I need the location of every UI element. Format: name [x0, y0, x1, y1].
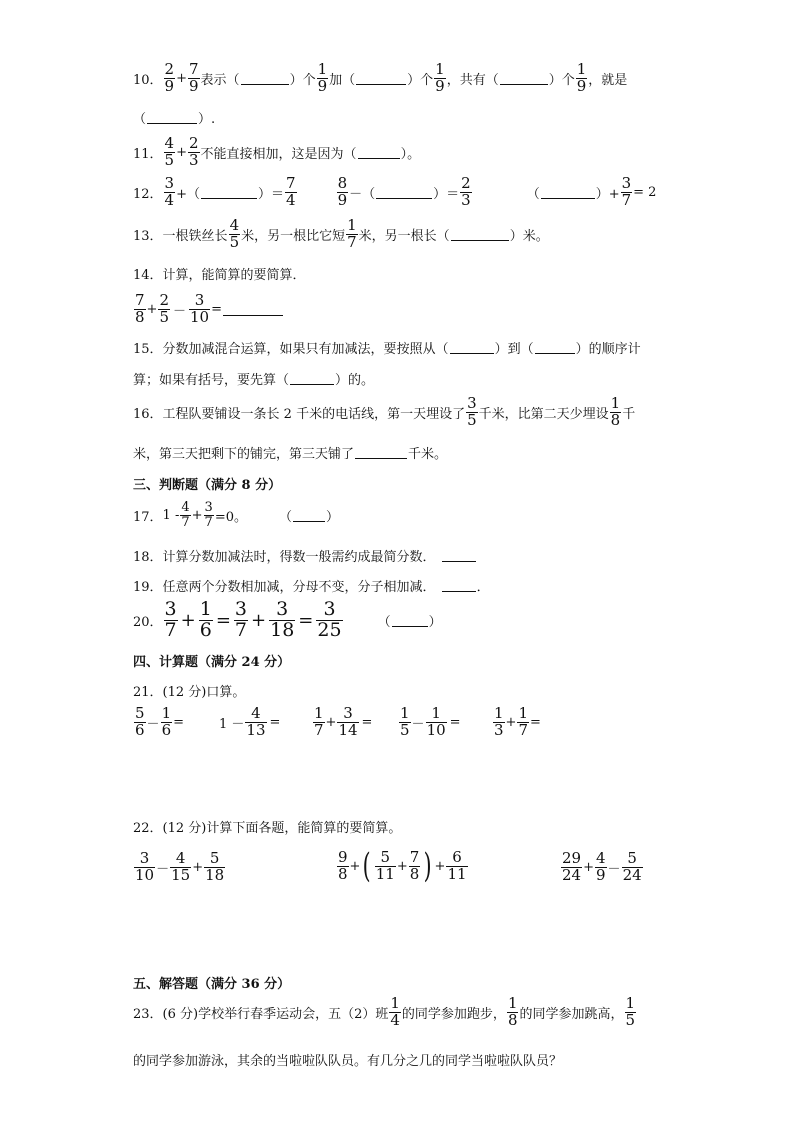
fraction: 1 8	[610, 394, 621, 429]
text: (12 分)计算下面各题，能简算的要简算。	[162, 821, 402, 836]
section-4-heading: 四、计算题（满分 24 分）	[133, 655, 291, 670]
question-number: 20．	[133, 614, 163, 630]
equals-sign: =	[449, 714, 461, 730]
text: 米，第三天把剩下的铺完，第三天铺了	[133, 447, 355, 462]
question-14-expression	[133, 293, 284, 326]
text: ，共有（	[446, 72, 499, 88]
text: 千	[622, 406, 636, 422]
fraction: $\frac{3}{18}$	[270, 598, 295, 641]
fraction: 4 15	[171, 849, 191, 884]
text: 米，另一根长（	[358, 228, 450, 244]
text: ）米。	[509, 228, 549, 244]
fraction: 1 8	[507, 994, 518, 1029]
text: ）个	[407, 72, 434, 88]
q22-expression-2	[336, 846, 469, 886]
fraction: $\frac{4}{13}$	[246, 704, 266, 739]
fraction: $\frac{2}{5}$	[159, 291, 169, 326]
question-18	[133, 546, 477, 565]
question-13	[133, 218, 549, 251]
text: ）的。	[335, 373, 375, 388]
fraction: 3 4	[164, 174, 175, 209]
answer-blank[interactable]	[223, 303, 283, 316]
equals-sign: =	[211, 301, 223, 317]
text: 的同学参加游泳，其余的当啦啦队队员。有几分之几的同学当啦啦队队员？	[133, 1054, 563, 1069]
fraction: 2 9	[164, 60, 175, 95]
fraction: $\frac{1}{6}$	[161, 704, 172, 739]
question-number: 19．	[133, 580, 163, 595]
minus-sign: －	[607, 861, 621, 877]
q21-expression-5	[492, 706, 541, 739]
answer-blank[interactable]	[500, 72, 548, 85]
question-14-title	[133, 264, 306, 283]
fraction: 1 5	[400, 704, 410, 739]
text: 分数加减混合运算，如果只有加减法，要按照从（	[162, 342, 449, 357]
text: 米，另一根比它短	[241, 228, 346, 244]
fraction: 1 9	[317, 60, 328, 95]
plus-sign: +	[583, 859, 594, 875]
text: 1 -	[162, 507, 180, 523]
fraction: 7 4	[286, 174, 296, 209]
question-number: 13．	[133, 228, 163, 244]
text: ）＝	[258, 186, 285, 202]
text: ．	[476, 580, 490, 595]
plus-sign: +	[146, 301, 158, 317]
question-15-line2	[133, 369, 374, 388]
plus-sign: +	[396, 858, 408, 874]
text: （	[278, 509, 292, 525]
answer-blank[interactable]	[376, 186, 432, 199]
minus-sign: －	[156, 861, 170, 877]
fraction: 1 3	[494, 704, 504, 739]
fraction: 1 7	[314, 704, 324, 739]
answer-blank[interactable]	[442, 549, 476, 562]
question-number: 23．	[133, 1006, 163, 1022]
q21-expression-3	[312, 706, 374, 739]
plus-sign: +	[349, 858, 361, 874]
fraction: 5 24	[622, 849, 642, 884]
q21-expression-2	[219, 706, 282, 739]
text: ）到（	[494, 342, 534, 357]
fraction: 5 11	[375, 847, 395, 883]
text: (12 分)口算。	[162, 685, 246, 700]
text: 千米。	[408, 447, 448, 462]
answer-blank[interactable]	[358, 146, 400, 159]
text: ）+	[595, 186, 620, 202]
fraction: 2 3	[461, 174, 471, 209]
fraction: 1 4	[390, 994, 400, 1029]
fraction: $\frac{2}{3}$	[189, 134, 199, 169]
fraction: 29 24	[562, 849, 582, 884]
fraction: 3 7	[164, 598, 177, 641]
question-number: 11．	[133, 146, 163, 162]
equals-sign: =	[361, 714, 373, 730]
question-19	[133, 576, 490, 595]
text: 一根铁丝长	[162, 228, 228, 244]
question-23-line1	[133, 996, 637, 1029]
plus-sign: +	[180, 609, 196, 631]
minus-sign: －	[146, 716, 160, 732]
question-22-title	[133, 817, 401, 836]
text: ）个	[289, 72, 316, 88]
answer-blank[interactable]	[535, 341, 575, 354]
fraction: 3 10	[135, 849, 155, 884]
plus-sign: +	[176, 70, 187, 86]
text: 任意两个分数相加减，分母不变，分子相加减．	[162, 580, 436, 595]
equals-sign: =	[298, 609, 314, 631]
question-number: 18．	[133, 550, 163, 565]
fraction: 9 8	[338, 847, 348, 883]
text: （	[526, 186, 540, 202]
text: 的同学参加跑步，	[401, 1006, 506, 1022]
fraction: $\frac{3}{14}$	[338, 704, 358, 739]
q21-expression-4	[398, 706, 463, 739]
text: 计算，能简算的要简算．	[162, 268, 306, 283]
answer-blank[interactable]	[451, 228, 509, 241]
text: 不能直接相加，这是因为（	[200, 146, 357, 162]
text: =0。	[214, 509, 247, 525]
plus-sign: +	[505, 714, 517, 730]
answer-blank[interactable]	[241, 72, 289, 85]
question-number: 10．	[133, 72, 163, 88]
fraction: $\frac{3}{7}$	[234, 598, 248, 641]
plus-sign: +	[251, 609, 267, 631]
fraction: 7 8	[135, 291, 145, 326]
text: = 2	[633, 184, 657, 200]
question-16-line2	[133, 443, 447, 462]
text: 1 －	[219, 716, 245, 732]
text: ，就是	[588, 72, 628, 88]
question-11	[133, 136, 420, 169]
answer-blank[interactable]	[450, 341, 494, 354]
plus-sign: +	[191, 507, 203, 523]
text: ）个	[548, 72, 575, 88]
fraction: 1 9	[576, 60, 587, 95]
fraction: 4 7	[181, 500, 190, 530]
equals-sign: =	[215, 609, 231, 631]
text: 工程队要铺设一条长 2 千米的电话线，第一天埋设了	[162, 406, 466, 422]
fraction: $\frac{6}{11}$	[447, 847, 467, 883]
fraction: 5 6	[135, 704, 145, 739]
question-16-line1	[133, 396, 635, 429]
fraction: 1 7	[347, 216, 357, 251]
equals-sign: =	[530, 714, 541, 730]
text: ）＝	[433, 186, 460, 202]
text: (6 分)学校举行春季运动会，五（2）班	[162, 1006, 389, 1022]
fraction: $\frac{3}{25}$	[317, 598, 342, 641]
fraction: $\frac{1}{10}$	[426, 704, 446, 739]
fraction: $\frac{7}{9}$	[189, 60, 199, 95]
question-12	[133, 176, 656, 209]
fraction: $\frac{3}{7}$	[204, 500, 213, 530]
question-21-title	[133, 681, 245, 700]
plus-sign: +	[434, 858, 446, 874]
text: ）	[326, 509, 340, 525]
fraction: $\frac{1}{6}$	[199, 598, 212, 641]
text: 算；如果有括号，要先算（	[133, 373, 290, 388]
answer-blank[interactable]	[293, 509, 325, 522]
equals-sign: =	[269, 714, 281, 730]
question-number: 22．	[133, 821, 163, 836]
minus-sign: －	[411, 716, 425, 732]
answer-blank[interactable]	[356, 72, 406, 85]
fraction: 1 9	[435, 60, 445, 95]
text: 计算分数加减法时，得数一般需约成最简分数．	[162, 550, 436, 565]
text: 千米，比第二天少埋设	[478, 406, 609, 422]
text: 加（	[329, 72, 356, 88]
fraction: $\frac{3}{7}$	[621, 174, 632, 209]
question-23-line2	[133, 1050, 562, 1069]
answer-blank[interactable]	[442, 579, 476, 592]
answer-blank[interactable]	[392, 614, 428, 627]
fraction: $\frac{3}{10}$	[190, 291, 210, 326]
fraction: 1 5	[625, 994, 636, 1029]
question-number: 21．	[133, 685, 163, 700]
fraction: $\frac{1}{7}$	[518, 704, 528, 739]
answer-blank[interactable]	[541, 186, 595, 199]
question-number: 14．	[133, 268, 163, 283]
question-15-line1	[133, 338, 641, 357]
question-10-line2	[133, 108, 215, 127]
question-number: 16．	[133, 406, 163, 422]
right-paren-icon: )	[423, 846, 432, 886]
fraction: 4 5	[164, 134, 175, 169]
fraction: 4 5	[229, 216, 240, 251]
text: 的同学参加跳高，	[519, 1006, 624, 1022]
text: +（	[176, 186, 200, 202]
plus-sign: +	[325, 714, 337, 730]
plus-sign: +	[192, 859, 204, 875]
answer-blank[interactable]	[147, 111, 197, 124]
text: （	[377, 614, 391, 630]
fraction: 3 5	[467, 394, 477, 429]
text: ）。	[400, 146, 421, 162]
question-number: 15．	[133, 342, 163, 357]
fraction: 8 9	[337, 174, 348, 209]
question-17	[133, 501, 339, 529]
fraction: $\frac{5}{18}$	[205, 849, 225, 884]
answer-blank[interactable]	[290, 372, 334, 385]
text: （	[133, 112, 147, 127]
q21-expression-1	[133, 706, 184, 739]
text: ）	[428, 614, 442, 630]
question-number: 17．	[133, 509, 163, 525]
question-10-line1	[133, 62, 627, 95]
plus-sign: +	[176, 144, 187, 160]
section-3-heading: 三、判断题（满分 8 分）	[133, 478, 282, 493]
text: ）.	[198, 112, 216, 127]
text: 表示（	[200, 72, 240, 88]
text: －（	[349, 186, 376, 202]
minus-sign: －	[173, 303, 187, 319]
answer-blank[interactable]	[201, 186, 257, 199]
q22-expression-1	[133, 851, 226, 884]
text: ）的顺序计	[575, 342, 641, 357]
fraction: $\frac{4}{9}$	[596, 849, 606, 884]
question-number: 12．	[133, 186, 163, 202]
question-20	[133, 600, 442, 641]
q22-expression-3	[560, 851, 644, 884]
left-paren-icon: (	[363, 846, 372, 886]
equals-sign: =	[173, 714, 185, 730]
section-5-heading: 五、解答题（满分 36 分）	[133, 977, 291, 992]
fraction: $\frac{7}{8}$	[409, 847, 420, 883]
answer-blank[interactable]	[355, 446, 407, 459]
